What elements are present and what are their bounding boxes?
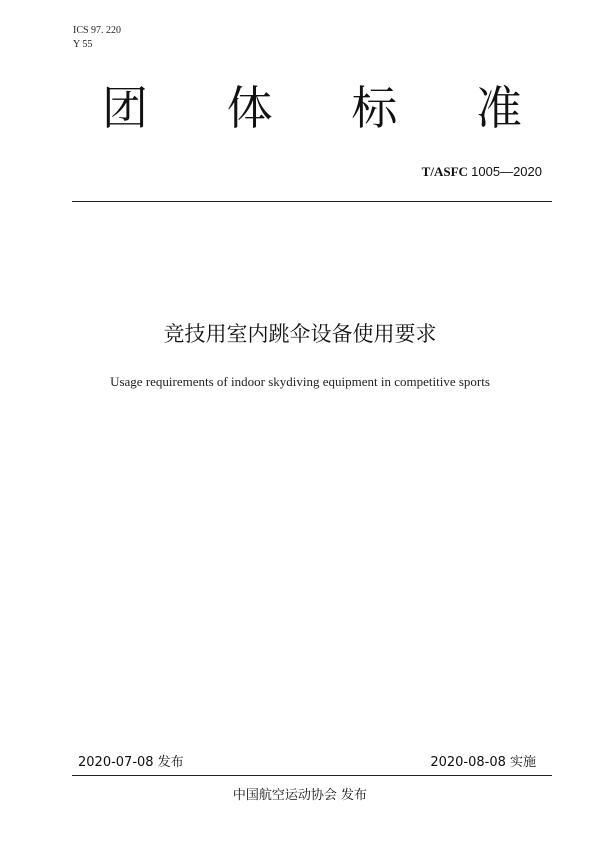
implementation-date: 2020-08-08 实施 [430,755,536,770]
category-char-3: 标 [351,81,398,135]
date-row [78,753,536,773]
document-category-title [102,80,522,136]
document-title-chinese: 竞技用室内跳伞设备使用要求 [163,322,437,346]
standard-number [422,164,542,180]
release-date: 2020-07-08 发布 [78,755,184,770]
standard-serial: 1005—2020 [471,164,542,179]
ccs-code: Y 55 [73,39,93,50]
standard-prefix: T/ASFC [421,164,468,179]
category-char-4: 准 [475,81,522,135]
ics-code: ICS 97. 220 [73,25,122,36]
publisher: 中国航空运动协会 发布 [232,788,368,803]
category-char-1: 团 [102,81,148,135]
document-title-english: Usage requirements of indoor skydiving equipment in competitive sports [110,374,490,389]
header-divider [72,201,552,202]
category-char-2: 体 [226,81,273,135]
classification-codes [73,24,121,52]
footer-divider [72,775,552,776]
